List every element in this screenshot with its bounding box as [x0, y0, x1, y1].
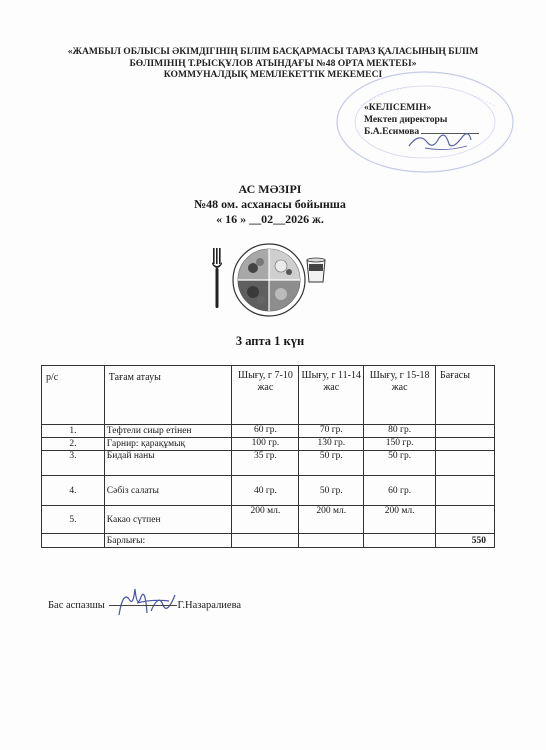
row-price — [436, 438, 495, 451]
row-name: Сәбіз салаты — [104, 476, 232, 506]
table-row — [42, 438, 495, 451]
signature-line — [109, 605, 177, 606]
row-weight-15-18: 60 гр. — [364, 476, 436, 506]
menu-title-block — [120, 182, 420, 227]
row-weight-11-14: 50 гр. — [299, 476, 364, 506]
row-name: Бидай наны — [104, 451, 232, 476]
header-weight-7-10: Шығу, г 7-10 жас — [232, 366, 299, 425]
row-name: Тефтели сиыр етінен — [104, 425, 232, 438]
menu-subtitle: №48 ом. асханасы бойынша — [194, 197, 346, 211]
chef-name: Г.Назаралиева — [177, 600, 242, 611]
row-weight-15-18: 200 мл. — [364, 506, 436, 534]
row-price — [436, 451, 495, 476]
row-weight-15-18: 80 гр. — [364, 425, 436, 438]
row-weight-7-10: 40 гр. — [232, 476, 299, 506]
row-weight-7-10: 35 гр. — [232, 451, 299, 476]
header-line-1: «ЖАМБЫЛ ОБЛЫСЫ ӘКІМДІГІНІҢ БІЛІМ БАСҚАРМАСЫ ТАРАЗ ҚАЛАСЫНЫҢ БІЛІМ — [67, 46, 479, 57]
total-empty-cell — [42, 534, 105, 548]
row-weight-11-14: 70 гр. — [299, 425, 364, 438]
menu-table — [41, 365, 495, 548]
table-row — [42, 476, 495, 506]
header-weight-11-14: Шығу, г 11-14 жас — [299, 366, 364, 425]
row-weight-7-10: 60 гр. — [232, 425, 299, 438]
chef-label: Бас аспазшы — [48, 600, 105, 611]
total-empty-cell — [364, 534, 436, 548]
header-price: Бағасы — [436, 366, 495, 425]
row-weight-7-10: 200 мл. — [232, 506, 299, 534]
table-header-row — [42, 366, 495, 425]
table-total-row — [42, 534, 495, 548]
row-weight-7-10: 100 гр. — [232, 438, 299, 451]
row-num: 3. — [42, 451, 105, 476]
header-num: р/с — [42, 366, 105, 425]
approval-name: Б.А.Есимова — [364, 126, 420, 137]
row-name: Гарнир: қарақұмық — [104, 438, 232, 451]
cup-icon — [307, 258, 325, 282]
row-price — [436, 425, 495, 438]
approval-role: Мектеп директоры — [364, 114, 448, 125]
row-weight-11-14: 130 гр. — [299, 438, 364, 451]
row-price — [436, 506, 495, 534]
row-num: 2. — [42, 438, 105, 451]
total-empty-cell — [299, 534, 364, 548]
row-weight-15-18: 50 гр. — [364, 451, 436, 476]
header-line-3: КОММУНАЛДЫҚ МЕМЛЕКЕТТІК МЕКЕМЕСІ — [163, 69, 383, 80]
table-row — [42, 506, 495, 534]
row-price — [436, 476, 495, 506]
menu-title: АС МӘЗІРІ — [238, 182, 302, 196]
footer-signature-block — [48, 600, 348, 611]
table-row — [42, 451, 495, 476]
header-line-2: БӨЛІМІНІҢ Т.РЫСҚҰЛОВ АТЫНДАҒЫ №48 ОРТА МЕКТЕБІ» — [129, 57, 417, 69]
director-signature — [405, 128, 475, 154]
row-num: 5. — [42, 506, 105, 534]
row-weight-15-18: 150 гр. — [364, 438, 436, 451]
table-row — [42, 425, 495, 438]
approval-title: «КЕЛІСЕМІН» — [364, 102, 432, 113]
total-value: 550 — [436, 534, 495, 548]
header-weight-15-18: Шығу, г 15-18 жас — [364, 366, 436, 425]
fork-icon — [212, 248, 222, 308]
row-name: Какао сүтпен — [104, 506, 232, 534]
menu-date: « 16 » __02__2026 ж. — [216, 212, 324, 226]
total-label: Барлығы: — [104, 534, 232, 548]
food-plate-illustration — [205, 238, 340, 318]
week-day-label: 3 апта 1 күн — [235, 334, 305, 348]
row-num: 4. — [42, 476, 105, 506]
row-weight-11-14: 50 гр. — [299, 451, 364, 476]
total-empty-cell — [232, 534, 299, 548]
row-num: 1. — [42, 425, 105, 438]
header-name: Тағам атауы — [104, 366, 232, 425]
row-weight-11-14: 200 мл. — [299, 506, 364, 534]
